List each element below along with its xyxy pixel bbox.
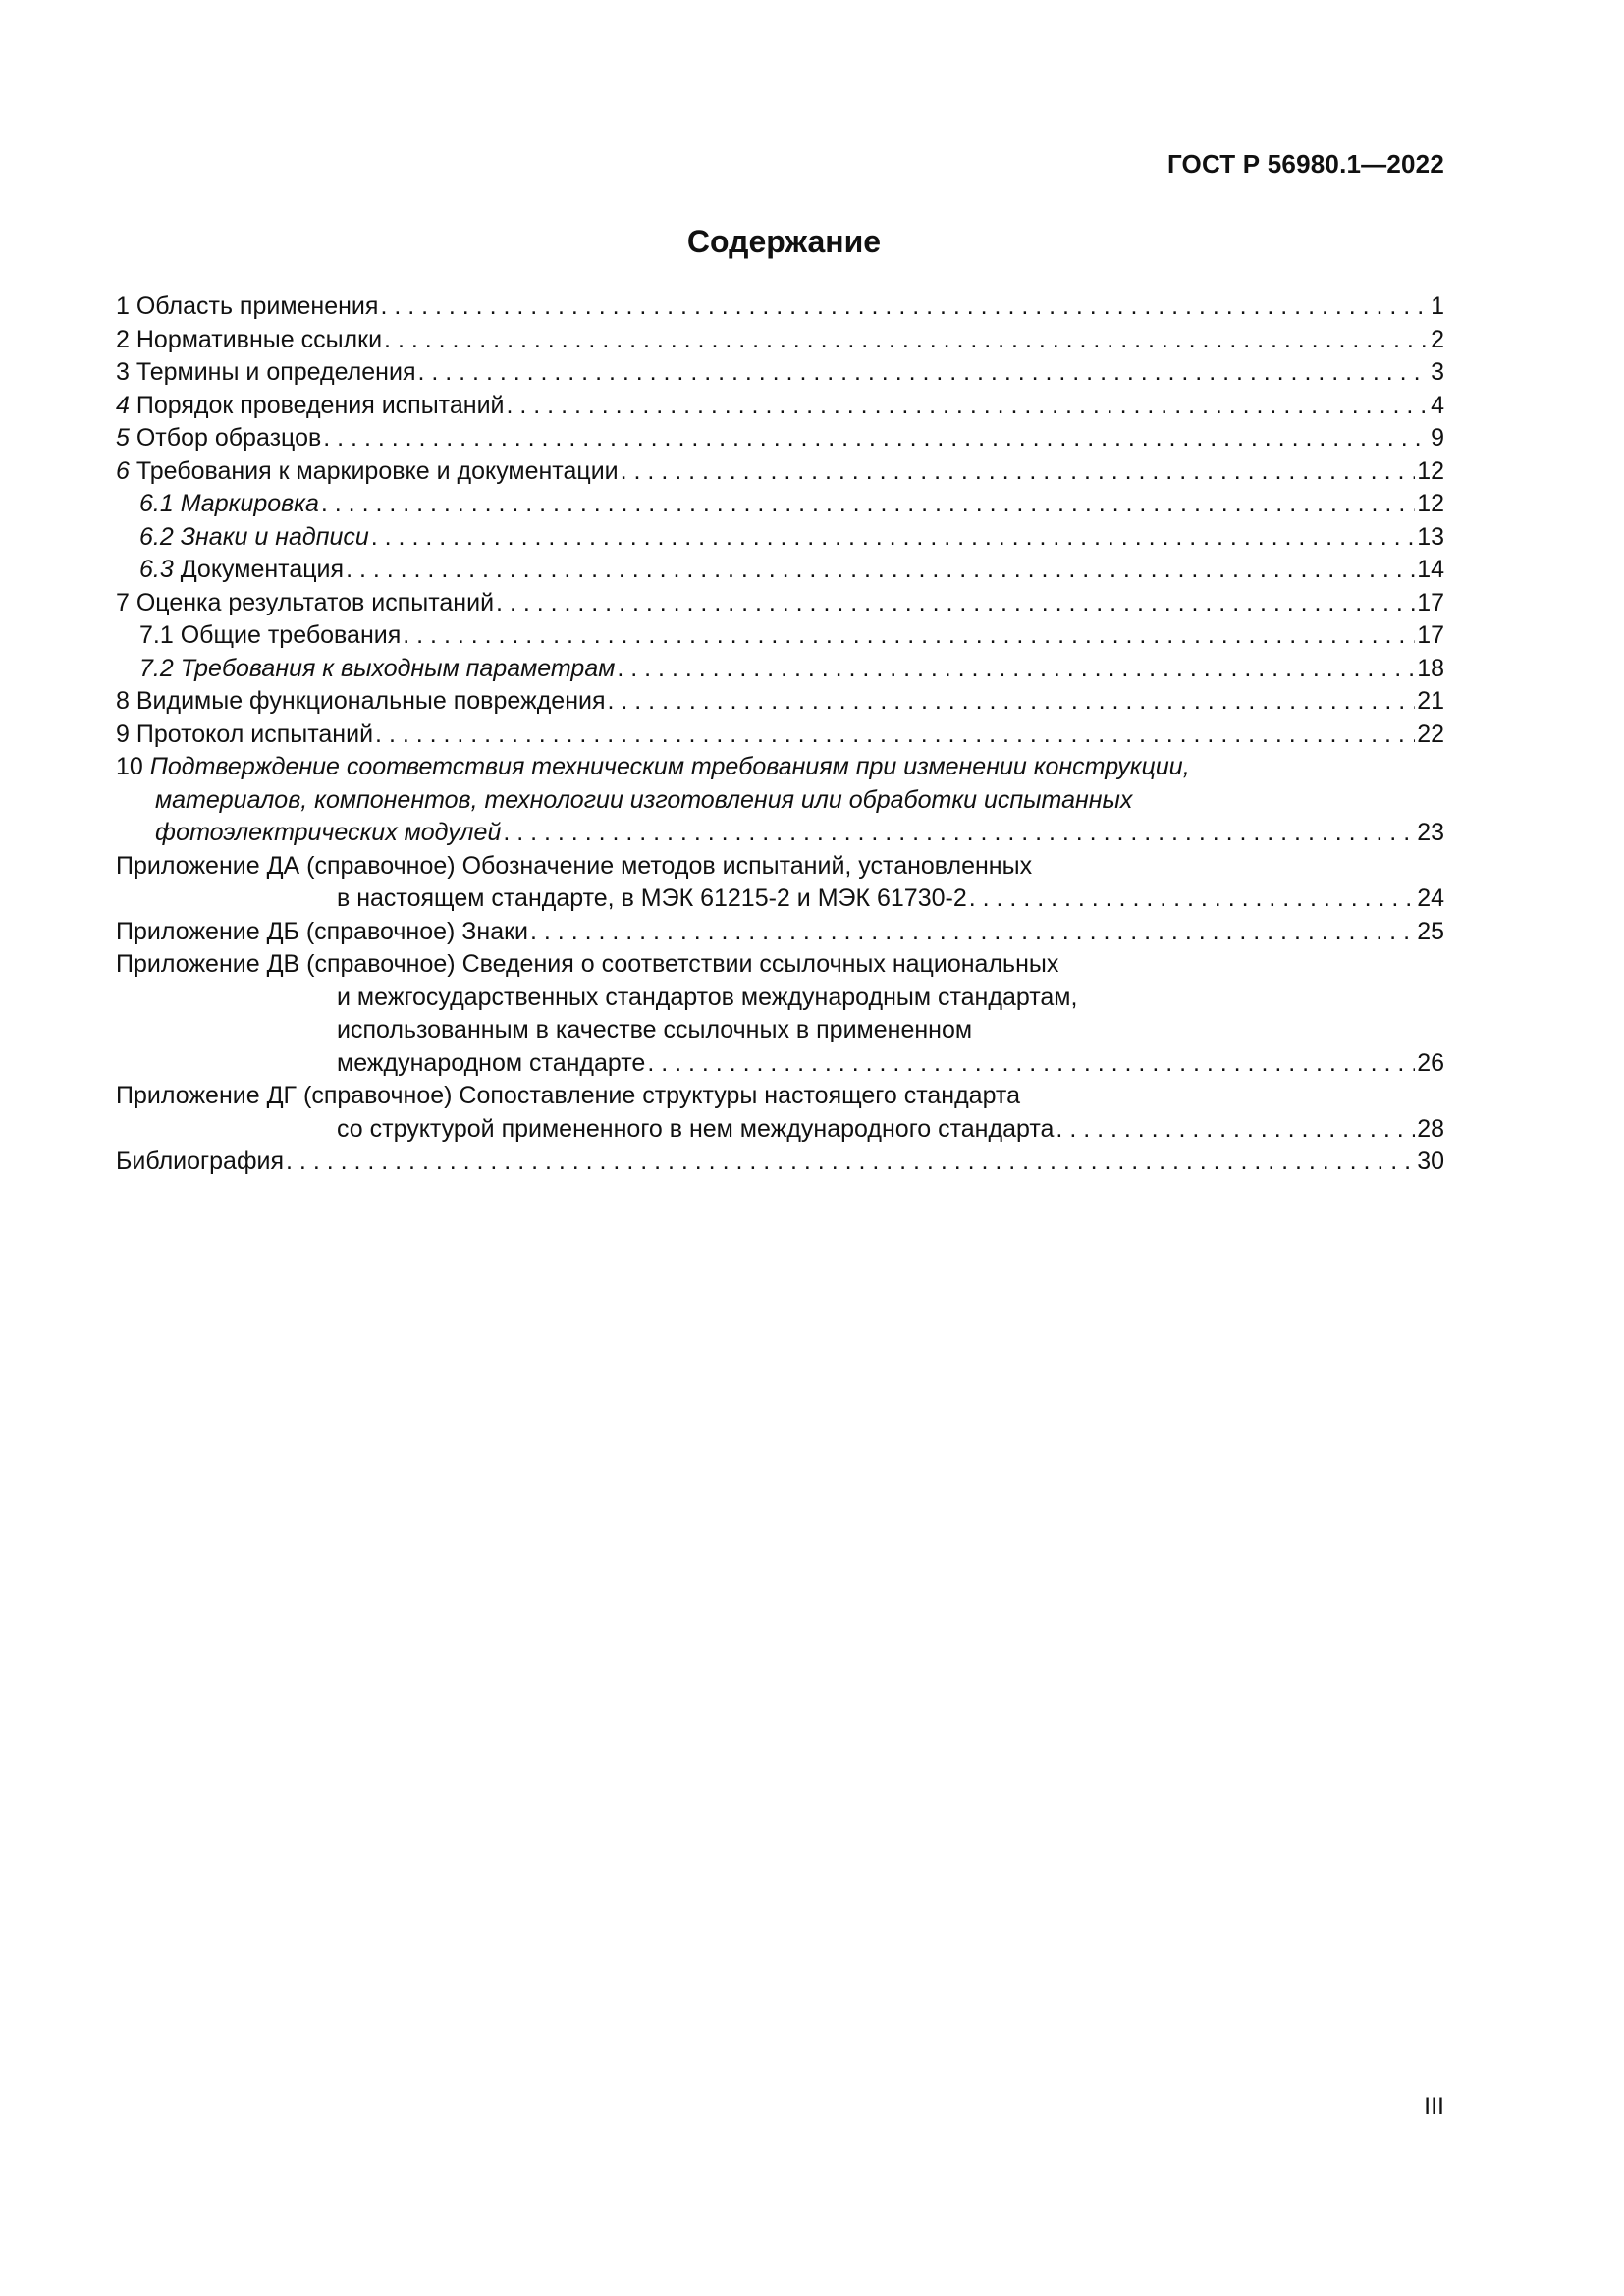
toc-entry-text: Отбор образцов [135,424,322,452]
toc-entry-text: использованным в качестве ссылочных в примененном [337,1016,973,1043]
dot-leader [403,619,1415,653]
toc-entry-text: Требования к маркировке и документации [135,456,619,485]
toc-entry-number: 6 [116,456,130,485]
toc-entry-appendix-da[interactable] [116,850,1444,883]
toc-entry-page: 12 [1417,456,1444,485]
toc-entry-page: 28 [1417,1114,1444,1143]
dot-leader [1056,1113,1415,1147]
dot-leader [617,653,1415,686]
dot-leader [375,719,1415,752]
toc-entry-page: 13 [1417,522,1444,551]
toc-entry-appendix-da-cont [116,882,1444,916]
toc-entry-9[interactable] [116,719,1444,752]
toc-entry-appendix-db[interactable] [116,916,1444,949]
toc-entry-text: Порядок проведения испытаний [135,391,505,419]
toc-entry-appendix-dv-cont [116,1014,1444,1047]
toc-entry-6-3[interactable] [116,554,1444,587]
toc-entry-text: 7.2 Требования к выходным параметрам [139,654,616,682]
toc-entry-number: 1 [116,293,130,320]
toc-entry-text: Библиография [116,1148,285,1175]
toc-entry-appendix-dv-cont [116,1047,1444,1081]
toc-entry-number: 4 [116,391,130,419]
toc-entry-appendix-dv[interactable] [116,948,1444,982]
toc-entry-2[interactable] [116,324,1444,357]
toc-entry-5[interactable] [116,422,1444,455]
page-number: III [1424,2093,1444,2120]
dot-leader [496,587,1415,620]
toc-entry-6-2[interactable] [116,521,1444,555]
dot-leader [621,455,1416,489]
toc-entry-page: 22 [1417,720,1444,748]
toc-entry-number: 7 [116,588,130,616]
toc-entry-page: 2 [1431,325,1444,353]
toc-entry-text: Приложение ДА (справочное) Обозначение методов испытаний, установленных [116,851,1033,880]
toc-entry-number: 3 [116,358,130,386]
toc-entry-page: 25 [1417,917,1444,945]
toc-title: Содержание [686,224,882,259]
toc-entry-number: 2 [116,325,130,353]
toc-entry-text: Приложение ДБ (справочное) Знаки [116,917,529,945]
toc-entry-text: Подтверждение соответствия техническим требованиям при изменении конструкции, [149,753,1190,780]
toc-entry-page: 3 [1431,358,1444,386]
toc-entry-10-cont [116,817,1444,850]
dot-leader [323,422,1429,455]
toc-entry-1[interactable] [116,291,1444,324]
toc-entry-number: 10 [116,753,143,780]
dot-leader [346,554,1415,587]
toc-entry-text: и межгосударственных стандартов международным стандартам, [337,983,1078,1011]
toc-entry-text: Протокол испытаний [135,720,374,748]
toc-entry-text: Область применения [135,293,379,320]
toc-entry-page: 4 [1431,391,1444,419]
toc-entry-page: 23 [1417,819,1444,846]
dot-leader [380,291,1429,324]
toc-entry-appendix-dv-cont [116,982,1444,1015]
toc-entry-page: 21 [1417,687,1444,715]
toc-entry-text: Нормативные ссылки [135,325,383,353]
dot-leader [969,882,1415,916]
toc-entry-page: 17 [1417,588,1444,616]
toc-entry-text: в настоящем стандарте, в МЭК 61215-2 и МЭК 61730-2 [337,884,967,912]
toc-entry-text: 6.2 Знаки и надписи [139,522,369,551]
toc-entry-7-1[interactable] [116,619,1444,653]
toc-entry-number: 5 [116,424,130,452]
toc-entry-page: 12 [1417,490,1444,517]
toc-entry-number: 6.3 [139,556,174,583]
toc-entry-appendix-dg[interactable] [116,1080,1444,1113]
toc-entry-text: международном стандарте [337,1048,646,1077]
dot-leader [384,324,1429,357]
toc-entry-page: 26 [1417,1048,1444,1077]
toc-entry-page: 9 [1431,424,1444,452]
toc-entry-4[interactable] [116,390,1444,423]
toc-entry-text: 6.1 Маркировка [139,490,319,517]
toc-entry-7[interactable] [116,587,1444,620]
toc-entry-text: материалов, компонентов, технологии изготовления или обработки испытанных [155,785,1133,814]
toc-entry-text: Термины и определения [135,358,416,386]
toc-entry-page: 17 [1417,621,1444,649]
dot-leader [371,521,1415,555]
toc-entry-text: Оценка результатов испытаний [135,588,495,616]
toc-entry-text: Приложение ДГ (справочное) Сопоставление структуры настоящего стандарта [116,1082,1021,1109]
toc-entry-text: Приложение ДВ (справочное) Сведения о соответствии ссылочных национальных [116,950,1059,978]
toc-entry-text: 7.1 Общие требования [139,621,402,649]
dot-leader [608,685,1416,719]
document-code: ГОСТ Р 56980.1—2022 [1166,149,1444,179]
toc-entry-page: 14 [1417,556,1444,583]
toc-entry-number: 8 [116,687,130,715]
dot-leader [507,390,1430,423]
toc-entry-text: Видимые функциональные повреждения [135,687,606,715]
dot-leader [647,1047,1415,1081]
toc-entry-number: 9 [116,720,130,748]
dot-leader [417,356,1429,390]
toc-entry-10[interactable] [116,751,1444,784]
toc-entry-bibliography[interactable] [116,1146,1444,1179]
toc-entry-page: 24 [1417,884,1444,912]
toc-entry-text: фотоэлектрических модулей [155,819,502,846]
toc-entry-text: Документация [180,556,345,583]
dot-leader [286,1146,1415,1179]
toc-entry-page: 30 [1417,1148,1444,1175]
dot-leader [530,916,1415,949]
toc-entry-appendix-dg-cont [116,1113,1444,1147]
dot-leader [321,488,1415,521]
toc-entry-6[interactable] [116,455,1444,489]
toc-entry-3[interactable] [116,356,1444,390]
toc-entry-6-1[interactable] [116,488,1444,521]
table-of-contents [116,291,1444,1179]
toc-entry-text: со структурой примененного в нем международного стандарта [337,1114,1055,1143]
toc-entry-10-cont [116,784,1444,818]
toc-entry-page: 1 [1431,293,1444,320]
toc-entry-7-2[interactable] [116,653,1444,686]
toc-entry-8[interactable] [116,685,1444,719]
toc-entry-page: 18 [1417,654,1444,682]
dot-leader [503,817,1415,850]
